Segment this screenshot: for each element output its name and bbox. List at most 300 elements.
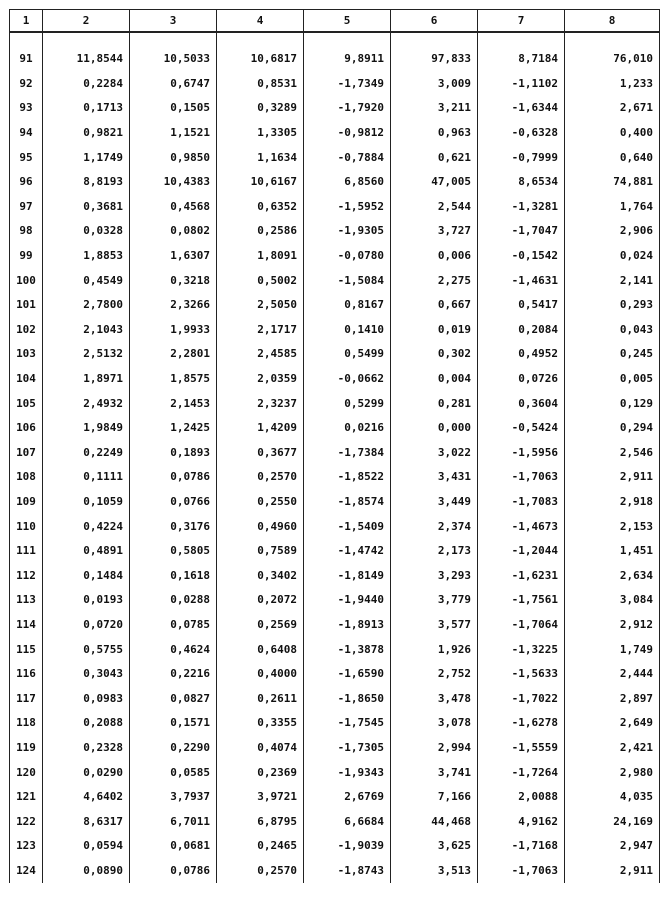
table-row [10, 367, 660, 392]
row-index-cell: 114 [10, 613, 43, 638]
table-cell: 0,8531 [217, 72, 304, 97]
table-cell: 0,0827 [130, 686, 217, 711]
table-row [10, 711, 660, 736]
table-cell: 0,3677 [217, 441, 304, 466]
table-cell: 2,0359 [217, 367, 304, 392]
table-cell: 24,169 [565, 809, 660, 834]
table-cell: 0,4549 [43, 268, 130, 293]
row-index-cell: 105 [10, 391, 43, 416]
table-cell: 2,7800 [43, 293, 130, 318]
table-cell: 0,6747 [130, 72, 217, 97]
table-cell: 0,019 [391, 318, 478, 343]
row-index-cell: 95 [10, 145, 43, 170]
table-cell: 0,0785 [130, 613, 217, 638]
table-cell: 0,005 [565, 367, 660, 392]
table-cell: 0,2249 [43, 441, 130, 466]
table-row [10, 514, 660, 539]
table-cell: 1,451 [565, 539, 660, 564]
table-row [10, 613, 660, 638]
table-cell: 0,5002 [217, 268, 304, 293]
table-cell: 0,4568 [130, 195, 217, 220]
table-cell: 0,004 [391, 367, 478, 392]
table-row [10, 465, 660, 490]
table-cell: 3,741 [391, 760, 478, 785]
table-cell: -1,6590 [304, 662, 391, 687]
table-cell: 1,1521 [130, 121, 217, 146]
table-cell: 0,5499 [304, 342, 391, 367]
row-index-cell: 122 [10, 809, 43, 834]
table-cell: -1,8650 [304, 686, 391, 711]
table-cell: -1,8743 [304, 859, 391, 884]
table-cell: 1,8091 [217, 244, 304, 269]
table-cell: 2,649 [565, 711, 660, 736]
table-cell: 0,8167 [304, 293, 391, 318]
table-cell: 0,9821 [43, 121, 130, 146]
table-cell: 2,374 [391, 514, 478, 539]
table-cell: -1,7561 [478, 588, 565, 613]
column-header: 2 [43, 10, 130, 33]
table-cell: 0,4952 [478, 342, 565, 367]
table-cell: 0,1484 [43, 563, 130, 588]
table-cell: -1,7063 [478, 859, 565, 884]
table-cell: 2,671 [565, 96, 660, 121]
document-page [9, 9, 661, 889]
table-cell: 0,281 [391, 391, 478, 416]
table-cell: 0,043 [565, 318, 660, 343]
table-cell: 0,0766 [130, 490, 217, 515]
table-row [10, 662, 660, 687]
table-cell: 3,9721 [217, 785, 304, 810]
table-cell: 0,294 [565, 416, 660, 441]
table-cell: 2,141 [565, 268, 660, 293]
table-cell: 11,8544 [43, 47, 130, 72]
table-cell: 2,918 [565, 490, 660, 515]
table-row [10, 195, 660, 220]
row-index-cell: 113 [10, 588, 43, 613]
table-cell: 0,6352 [217, 195, 304, 220]
table-cell: 3,431 [391, 465, 478, 490]
table-cell: 2,911 [565, 465, 660, 490]
table-cell: 2,4932 [43, 391, 130, 416]
row-index-cell: 94 [10, 121, 43, 146]
table-cell: 6,7011 [130, 809, 217, 834]
column-header: 7 [478, 10, 565, 33]
table-cell: -0,0780 [304, 244, 391, 269]
table-cell: 3,727 [391, 219, 478, 244]
row-index-cell: 102 [10, 318, 43, 343]
table-cell: -1,6278 [478, 711, 565, 736]
table-cell: -1,6231 [478, 563, 565, 588]
table-cell: 0,129 [565, 391, 660, 416]
row-index-cell: 120 [10, 760, 43, 785]
table-cell: 6,8795 [217, 809, 304, 834]
table-cell: -1,7545 [304, 711, 391, 736]
table-cell: 0,245 [565, 342, 660, 367]
table-cell: -1,5559 [478, 736, 565, 761]
table-row [10, 760, 660, 785]
table-cell: 3,211 [391, 96, 478, 121]
table-cell: 2,153 [565, 514, 660, 539]
table-cell: 3,078 [391, 711, 478, 736]
table-cell: 0,024 [565, 244, 660, 269]
table-row [10, 686, 660, 711]
row-index-cell: 116 [10, 662, 43, 687]
table-cell: -0,9812 [304, 121, 391, 146]
row-index-cell: 107 [10, 441, 43, 466]
table-cell: 0,1571 [130, 711, 217, 736]
table-row [10, 170, 660, 195]
table-cell: -1,5409 [304, 514, 391, 539]
table-cell: 0,3402 [217, 563, 304, 588]
table-cell: 0,5755 [43, 637, 130, 662]
table-cell: -1,5956 [478, 441, 565, 466]
table-cell: 0,3604 [478, 391, 565, 416]
column-header: 6 [391, 10, 478, 33]
table-cell: 0,1713 [43, 96, 130, 121]
table-cell: 3,449 [391, 490, 478, 515]
table-cell: -1,7384 [304, 441, 391, 466]
table-cell: -1,7022 [478, 686, 565, 711]
table-cell: 0,1618 [130, 563, 217, 588]
table-cell: -1,5633 [478, 662, 565, 687]
table-cell: 2,421 [565, 736, 660, 761]
table-cell: 1,6307 [130, 244, 217, 269]
table-cell: 0,2569 [217, 613, 304, 638]
table-cell: 0,2088 [43, 711, 130, 736]
table-cell: 3,478 [391, 686, 478, 711]
table-cell: 0,6408 [217, 637, 304, 662]
column-header: 4 [217, 10, 304, 33]
table-cell: 0,006 [391, 244, 478, 269]
table-cell: -1,6344 [478, 96, 565, 121]
table-cell: -0,7999 [478, 145, 565, 170]
table-row [10, 219, 660, 244]
table-cell: 0,4000 [217, 662, 304, 687]
table-cell: 1,1749 [43, 145, 130, 170]
table-cell: -1,9440 [304, 588, 391, 613]
table-cell: 0,0802 [130, 219, 217, 244]
table-cell: -1,9343 [304, 760, 391, 785]
table-cell: 2,994 [391, 736, 478, 761]
table-cell: 3,625 [391, 834, 478, 859]
table-cell: -0,7884 [304, 145, 391, 170]
table-row [10, 563, 660, 588]
table-cell: 0,400 [565, 121, 660, 146]
table-row [10, 736, 660, 761]
table-cell: 6,6684 [304, 809, 391, 834]
table-cell: 1,9933 [130, 318, 217, 343]
table-cell: 8,7184 [478, 47, 565, 72]
row-index-cell: 117 [10, 686, 43, 711]
row-index-cell: 123 [10, 834, 43, 859]
table-cell: 3,577 [391, 613, 478, 638]
table-cell: 1,233 [565, 72, 660, 97]
row-index-cell: 98 [10, 219, 43, 244]
table-cell: 0,4891 [43, 539, 130, 564]
table-cell: 2,173 [391, 539, 478, 564]
table-cell: 2,897 [565, 686, 660, 711]
table-cell: 8,6534 [478, 170, 565, 195]
table-row [10, 588, 660, 613]
table-cell: 0,0290 [43, 760, 130, 785]
row-index-cell: 108 [10, 465, 43, 490]
column-header: 1 [10, 10, 43, 33]
table-row [10, 342, 660, 367]
table-cell: 2,6769 [304, 785, 391, 810]
table-cell: 0,0786 [130, 859, 217, 884]
table-cell: 0,5299 [304, 391, 391, 416]
table-row [10, 72, 660, 97]
table-cell: 2,5050 [217, 293, 304, 318]
table-cell: 0,2570 [217, 859, 304, 884]
table-cell: 2,634 [565, 563, 660, 588]
table-row [10, 391, 660, 416]
table-row [10, 121, 660, 146]
table-cell: -1,5084 [304, 268, 391, 293]
table-cell: 1,1634 [217, 145, 304, 170]
table-cell: 3,7937 [130, 785, 217, 810]
data-table [9, 9, 660, 883]
table-cell: 0,0585 [130, 760, 217, 785]
header-row [10, 10, 660, 33]
table-cell: -0,5424 [478, 416, 565, 441]
table-cell: 3,293 [391, 563, 478, 588]
table-cell: 0,3681 [43, 195, 130, 220]
table-cell: -1,7264 [478, 760, 565, 785]
table-cell: 0,0983 [43, 686, 130, 711]
table-cell: 0,4624 [130, 637, 217, 662]
table-cell: -1,9305 [304, 219, 391, 244]
table-cell: 0,2216 [130, 662, 217, 687]
table-cell: 0,2290 [130, 736, 217, 761]
table-cell: 0,000 [391, 416, 478, 441]
table-cell: 10,6167 [217, 170, 304, 195]
table-cell: -1,3281 [478, 195, 565, 220]
table-cell: 2,444 [565, 662, 660, 687]
table-cell: 0,2284 [43, 72, 130, 97]
table-cell: -1,7920 [304, 96, 391, 121]
table-cell: 0,0726 [478, 367, 565, 392]
row-index-cell: 93 [10, 96, 43, 121]
table-cell: 3,084 [565, 588, 660, 613]
table-cell: 0,0288 [130, 588, 217, 613]
table-cell: 0,1893 [130, 441, 217, 466]
table-cell: 0,3176 [130, 514, 217, 539]
table-cell: 2,906 [565, 219, 660, 244]
column-header: 5 [304, 10, 391, 33]
table-cell: -1,7083 [478, 490, 565, 515]
table-cell: 0,0193 [43, 588, 130, 613]
table-cell: 9,8911 [304, 47, 391, 72]
table-cell: 0,9850 [130, 145, 217, 170]
row-index-cell: 103 [10, 342, 43, 367]
table-row [10, 859, 660, 884]
table-cell: 0,293 [565, 293, 660, 318]
table-cell: 0,2586 [217, 219, 304, 244]
row-index-cell: 101 [10, 293, 43, 318]
table-cell: 0,963 [391, 121, 478, 146]
row-index-cell: 124 [10, 859, 43, 884]
table-cell: 10,6817 [217, 47, 304, 72]
table-cell: 2,1453 [130, 391, 217, 416]
table-cell: 0,640 [565, 145, 660, 170]
table-cell: 0,2465 [217, 834, 304, 859]
table-cell: -1,4631 [478, 268, 565, 293]
table-cell: -1,7047 [478, 219, 565, 244]
table-cell: 0,2369 [217, 760, 304, 785]
table-cell: 0,0594 [43, 834, 130, 859]
table-cell: -1,8522 [304, 465, 391, 490]
table-cell: 0,4224 [43, 514, 130, 539]
table-cell: 0,1410 [304, 318, 391, 343]
table-cell: 8,6317 [43, 809, 130, 834]
table-row [10, 244, 660, 269]
table-cell: -1,8149 [304, 563, 391, 588]
table-cell: 0,2570 [217, 465, 304, 490]
table-cell: -0,1542 [478, 244, 565, 269]
table-cell: 0,667 [391, 293, 478, 318]
table-cell: 1,8971 [43, 367, 130, 392]
table-cell: 0,302 [391, 342, 478, 367]
table-cell: 4,9162 [478, 809, 565, 834]
table-cell: -1,8574 [304, 490, 391, 515]
row-index-cell: 106 [10, 416, 43, 441]
table-cell: 0,2072 [217, 588, 304, 613]
table-cell: -1,3878 [304, 637, 391, 662]
table-cell: -1,4673 [478, 514, 565, 539]
table-cell: 0,0786 [130, 465, 217, 490]
table-cell: 1,926 [391, 637, 478, 662]
table-cell: -1,7064 [478, 613, 565, 638]
table-cell: 1,9849 [43, 416, 130, 441]
table-cell: 0,2611 [217, 686, 304, 711]
table-cell: 2,546 [565, 441, 660, 466]
table-cell: 7,166 [391, 785, 478, 810]
table-cell: 10,5033 [130, 47, 217, 72]
row-index-cell: 99 [10, 244, 43, 269]
row-index-cell: 109 [10, 490, 43, 515]
table-cell: 0,3355 [217, 711, 304, 736]
table-cell: 8,8193 [43, 170, 130, 195]
table-cell: 76,010 [565, 47, 660, 72]
table-cell: 0,1059 [43, 490, 130, 515]
table-cell: -1,1102 [478, 72, 565, 97]
table-cell: -1,7305 [304, 736, 391, 761]
row-index-cell: 97 [10, 195, 43, 220]
table-cell: -1,4742 [304, 539, 391, 564]
table-row [10, 145, 660, 170]
table-cell: 3,513 [391, 859, 478, 884]
table-cell: -1,7168 [478, 834, 565, 859]
table-cell: 0,5417 [478, 293, 565, 318]
row-index-cell: 115 [10, 637, 43, 662]
column-header: 3 [130, 10, 217, 33]
table-cell: 0,0328 [43, 219, 130, 244]
table-cell: 2,3266 [130, 293, 217, 318]
row-index-cell: 92 [10, 72, 43, 97]
table-cell: 0,0216 [304, 416, 391, 441]
table-cell: 2,4585 [217, 342, 304, 367]
table-cell: 0,2328 [43, 736, 130, 761]
row-index-cell: 100 [10, 268, 43, 293]
table-cell: 0,1111 [43, 465, 130, 490]
table-cell: -1,2044 [478, 539, 565, 564]
table-row [10, 268, 660, 293]
table-cell: 0,3218 [130, 268, 217, 293]
row-index-cell: 112 [10, 563, 43, 588]
table-cell: -1,3225 [478, 637, 565, 662]
table-cell: 1,2425 [130, 416, 217, 441]
table-row [10, 318, 660, 343]
table-cell: 4,6402 [43, 785, 130, 810]
table-cell: 2,947 [565, 834, 660, 859]
table-cell: 2,3237 [217, 391, 304, 416]
table-cell: 2,5132 [43, 342, 130, 367]
column-header: 8 [565, 10, 660, 33]
table-row [10, 416, 660, 441]
table-cell: 1,4209 [217, 416, 304, 441]
table-row [10, 96, 660, 121]
row-index-cell: 91 [10, 47, 43, 72]
table-cell: 2,2801 [130, 342, 217, 367]
table-cell: 0,0720 [43, 613, 130, 638]
table-cell: 47,005 [391, 170, 478, 195]
row-index-cell: 111 [10, 539, 43, 564]
table-row [10, 441, 660, 466]
table-cell: 74,881 [565, 170, 660, 195]
table-cell: 2,1043 [43, 318, 130, 343]
table-cell: 0,4960 [217, 514, 304, 539]
table-cell: -1,9039 [304, 834, 391, 859]
table-row [10, 539, 660, 564]
row-index-cell: 121 [10, 785, 43, 810]
table-cell: 3,022 [391, 441, 478, 466]
table-cell: 10,4383 [130, 170, 217, 195]
table-cell: 1,8853 [43, 244, 130, 269]
table-cell: 3,779 [391, 588, 478, 613]
table-cell: 1,3305 [217, 121, 304, 146]
table-row [10, 809, 660, 834]
table-cell: 44,468 [391, 809, 478, 834]
table-cell: 0,4074 [217, 736, 304, 761]
table-cell: 2,980 [565, 760, 660, 785]
row-index-cell: 118 [10, 711, 43, 736]
table-cell: 0,0890 [43, 859, 130, 884]
table-cell: 6,8560 [304, 170, 391, 195]
table-cell: 4,035 [565, 785, 660, 810]
table-row [10, 834, 660, 859]
table-cell: 3,009 [391, 72, 478, 97]
table-body [10, 32, 660, 883]
table-cell: 2,275 [391, 268, 478, 293]
table-cell: 2,0088 [478, 785, 565, 810]
table-cell: 0,0681 [130, 834, 217, 859]
table-cell: -0,6328 [478, 121, 565, 146]
table-header [10, 10, 660, 33]
table-cell: 0,2084 [478, 318, 565, 343]
table-cell: 2,911 [565, 859, 660, 884]
table-cell: -0,0662 [304, 367, 391, 392]
table-cell: 0,3043 [43, 662, 130, 687]
table-row [10, 293, 660, 318]
table-row [10, 47, 660, 72]
table-cell: 0,2550 [217, 490, 304, 515]
table-row [10, 490, 660, 515]
table-cell: 2,1717 [217, 318, 304, 343]
table-cell: 1,749 [565, 637, 660, 662]
spacer-row [10, 32, 660, 47]
table-cell: 1,8575 [130, 367, 217, 392]
